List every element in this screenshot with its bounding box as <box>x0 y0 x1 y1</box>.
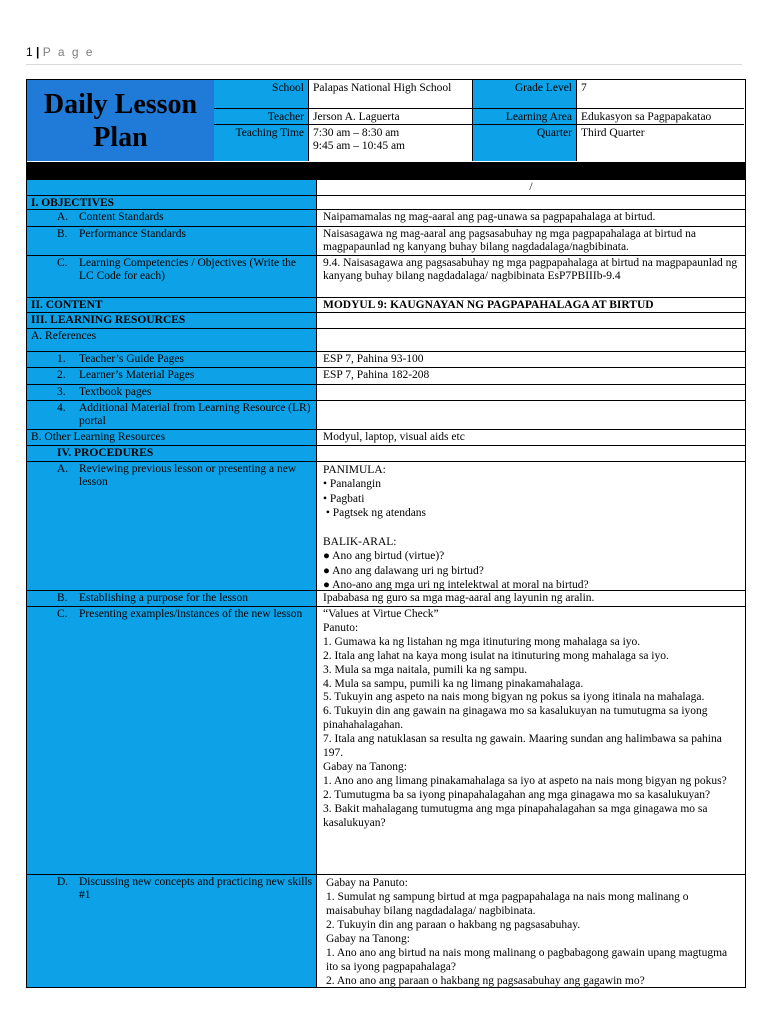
review-line: ● Ano ang dalawang uri ng birtud? <box>323 564 484 577</box>
performance-standards-value: Naisasagawa ng mag-aaral ang pagsasabuhay ng mga pagpapahalaga at birtud na magpapaunlad ng kanyang buhay bilang nagdadalaga/nagbibinata. <box>317 227 745 255</box>
objectives-row <box>27 196 745 210</box>
procedures-heading: IV. PROCEDURES <box>57 447 154 459</box>
discussing-line: 2. Tukuyin din ang paraan o hakbang ng pagsasabuhay. <box>326 919 581 931</box>
discussing-line: 1. Ano ano ang birtud na nais mong malinang o pagbabagong gawain upang magtugma ito sa iyong pagpapahalaga? <box>326 947 731 973</box>
school-value: Palapas National High School <box>309 80 473 109</box>
review-line: ● Ano-ano ang mga uri ng intelektwal at moral na birtud? <box>323 579 589 592</box>
resources-row <box>27 313 745 329</box>
teaching-time-value <box>309 125 473 161</box>
examples-line: 7. Itala ang natuklasan sa resulta ng gawain. Maaring sundan ang halimbawa sa pahina 197. <box>323 733 725 760</box>
purpose-label: Establishing a purpose for the lesson <box>79 592 248 604</box>
examples-line: 3. Mula sa mga naitala, pumili ka ng sampu. <box>323 663 528 676</box>
title-line-2: Plan <box>93 121 148 153</box>
teachers-guide-marker: 1. <box>57 353 66 365</box>
school-label: School <box>214 80 309 109</box>
examples-line: 1. Ano ano ang limang pinakamahalaga sa iyo at aspeto na nais mong bigyan ng pokus? <box>323 774 727 787</box>
content-heading: II. CONTENT <box>31 299 103 311</box>
slash-mark: / <box>317 180 745 195</box>
quarter-label: Quarter <box>473 125 577 161</box>
header-divider-bar <box>26 163 746 179</box>
discussing-row <box>27 875 745 987</box>
page-separator: | <box>36 45 40 59</box>
table-row <box>27 180 745 196</box>
content-standards-label: Content Standards <box>79 211 164 223</box>
other-resources-label: B. Other Learning Resources <box>31 431 166 443</box>
discussing-line: 2. Ano ano ang paraan o hakbang ng pagsasabuhay ang gagawin mo? <box>326 975 645 987</box>
examples-line: 5. Tukuyin ang aspeto na nais mong bigyan ng pokus sa iyong itinala na mahalaga. <box>323 691 705 704</box>
objectives-heading: I. OBJECTIVES <box>31 197 115 209</box>
examples-line: Gabay na Tanong: <box>323 760 407 773</box>
content-value: MODYUL 9: KAUGNAYAN NG PAGPAPAHALAGA AT BIRTUD <box>317 298 745 312</box>
competencies-label: Learning Competencies / Objectives (Write the LC Code for each) <box>79 257 297 282</box>
teacher-value: Jerson A. Laguerta <box>309 109 473 125</box>
examples-line: 1. Gumawa ka ng listahan ng mga itinuturing mong mahalaga sa iyo. <box>323 635 641 648</box>
review-line <box>323 521 739 535</box>
review-line: • Panalangin <box>323 478 381 491</box>
examples-line: 6. Tukuyin din ang gawain na ginagawa mo sa kasalukuyan na tumutugma sa iyong pinahahalagahan. <box>323 705 711 732</box>
quarter-value: Third Quarter <box>577 125 744 161</box>
resources-heading: III. LEARNING RESOURCES <box>31 314 186 326</box>
discussing-line: Gabay na Panuto: <box>326 877 408 889</box>
grade-level-label: Grade Level <box>473 80 577 109</box>
content-standards-value: Naipamamalas ng mag-aaral ang pag-unawa sa pagpapahalaga at birtud. <box>317 210 745 226</box>
content-standards-marker: A. <box>57 211 69 223</box>
teachers-guide-label: Teacher’s Guide Pages <box>79 353 184 365</box>
review-line: ● Ano ang birtud (virtue)? <box>323 550 445 563</box>
examples-line: “Values at Virtue Check” <box>323 608 439 620</box>
teachers-guide-value: ESP 7, Pahina 93-100 <box>317 352 745 367</box>
teachers-guide-row <box>27 352 745 368</box>
teaching-time-label: Teaching Time <box>214 125 309 161</box>
teaching-time-2: 9:45 am – 10:45 am <box>313 140 405 152</box>
document-title <box>27 80 215 161</box>
additional-material-label: Additional Material from Learning Resource (LR) portal <box>79 402 311 427</box>
examples-line: Panuto: <box>323 621 359 634</box>
content-row <box>27 298 745 313</box>
additional-material-marker: 4. <box>57 402 66 414</box>
learners-material-row <box>27 368 745 385</box>
teaching-time-1: 7:30 am – 8:30 am <box>313 127 400 139</box>
procedures-row <box>27 446 745 462</box>
review-marker: A. <box>57 463 69 475</box>
references-heading: A. References <box>31 330 97 342</box>
performance-standards-label: Performance Standards <box>79 228 186 240</box>
examples-label: Presenting examples/instances of the new lesson <box>79 608 303 620</box>
review-row <box>27 462 745 591</box>
learning-area-value: Edukasyon sa Pagpapakatao <box>577 109 744 125</box>
content-standards-row <box>27 210 745 227</box>
references-row <box>27 329 745 352</box>
review-line: PANIMULA: <box>323 464 386 476</box>
examples-line: 4. Mula sa sampu, pumili ka ng limang pinakamahalaga. <box>323 677 584 690</box>
examples-marker: C. <box>57 608 68 620</box>
performance-standards-marker: B. <box>57 228 68 240</box>
learning-area-label: Learning Area <box>473 109 577 125</box>
other-resources-value: Modyul, laptop, visual aids etc <box>317 430 745 445</box>
discussing-line: Gabay na Tanong: <box>326 933 410 945</box>
page-label: P a g e <box>42 45 95 59</box>
page-number <box>26 45 95 59</box>
lesson-header-table <box>26 79 746 163</box>
examples-line: 3. Bakit mahalagang tumutugma ang mga pinapahalagahan sa mga ginagawa mo sa kasalukuyan? <box>323 802 711 829</box>
review-line: • Pagtsek ng atendans <box>323 507 427 520</box>
review-line: BALIK-ARAL: <box>323 536 397 549</box>
purpose-marker: B. <box>57 592 68 604</box>
learners-material-label: Learner’s Material Pages <box>79 369 195 381</box>
competencies-marker: C. <box>57 257 68 269</box>
review-label: Reviewing previous lesson or presenting a new lesson <box>79 463 297 488</box>
review-line: • Pagbati <box>323 492 365 505</box>
textbook-row <box>27 385 745 401</box>
textbook-marker: 3. <box>57 386 66 398</box>
purpose-row <box>27 591 745 607</box>
performance-standards-row <box>27 227 745 256</box>
learners-material-marker: 2. <box>57 369 66 381</box>
title-line-1: Daily Lesson <box>43 88 198 120</box>
discussing-marker: D. <box>57 876 69 888</box>
other-resources-row <box>27 430 745 446</box>
competencies-row <box>27 256 745 298</box>
review-content <box>317 462 745 590</box>
discussing-line: 1. Sumulat ng sampung birtud at mga pagpapahalaga na nais mong malinang o maisabuhay bilang nagdadalaga/ nagbibinata. <box>326 891 692 917</box>
examples-line: 2. Tumutugma ba sa iyong pinapahalagahan ang mga ginagawa mo sa kasalukuyan? <box>323 788 711 801</box>
discussing-content <box>317 875 745 987</box>
additional-material-row <box>27 401 745 430</box>
textbook-label: Textbook pages <box>79 386 152 398</box>
page-number-value: 1 <box>26 45 33 59</box>
examples-row <box>27 607 745 875</box>
competencies-value: 9.4. Naisasagawa ang pagsasabuhay ng mga pagpapahalaga at birtud na magpapaunlad ng kanyang buhay bilang nagdadalaga/ nagbibinata EsP7PBIIIb-9.4 <box>317 256 745 297</box>
grade-level-value: 7 <box>577 80 744 109</box>
learners-material-value: ESP 7, Pahina 182-208 <box>317 368 745 384</box>
teacher-label: Teacher <box>214 109 309 125</box>
lesson-plan-table <box>26 179 746 988</box>
examples-content <box>317 607 745 874</box>
purpose-value: Ipababasa ng guro sa mga mag-aaral ang layunin ng aralin. <box>317 591 745 606</box>
discussing-label: Discussing new concepts and practicing new skills #1 <box>79 876 313 901</box>
examples-line: 2. Itala ang lahat na kaya mong isulat na itinuturing mong mahalaga sa iyo. <box>323 649 669 662</box>
page-header-rule <box>26 64 742 65</box>
